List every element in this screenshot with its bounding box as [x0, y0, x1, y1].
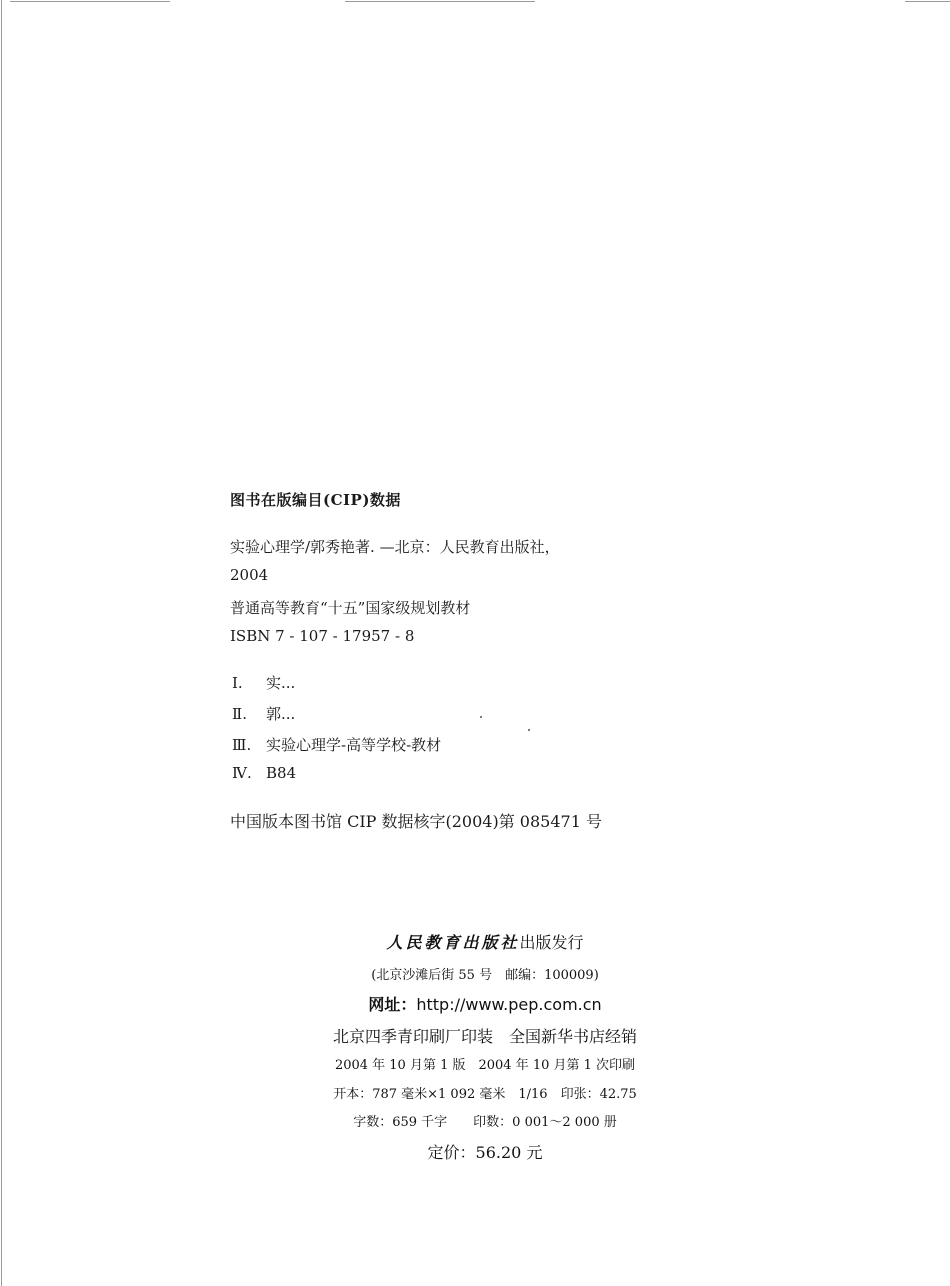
- cip-index-item: [232, 764, 296, 782]
- publisher-website-line: [300, 992, 670, 1015]
- scan-edge-left: [1, 0, 2, 1286]
- cip-line-title-author: 实验心理学/郭秀艳著. —北京：人民教育出版社，: [230, 538, 560, 556]
- scan-speck: [480, 716, 482, 718]
- cip-line-series: 普通高等教育“十五”国家级规划教材: [230, 599, 471, 617]
- wordcount-line: 字数：659 千字 印数：0 001～2 000 册: [353, 1115, 617, 1130]
- price-line: 定价：56.20 元: [427, 1143, 543, 1162]
- scan-speck: [528, 729, 530, 731]
- publisher-address: (北京沙滩后街 55 号 邮编：100009): [371, 968, 599, 983]
- publisher-name-calligraphy: 人民教育出版社: [386, 933, 520, 952]
- cip-title: 图书在版编目(CIP)数据: [230, 491, 401, 509]
- website-label: 网址：: [368, 995, 417, 1014]
- website-url: http://www.pep.com.cn: [416, 995, 602, 1014]
- cip-line-isbn: ISBN 7 - 107 - 17957 - 8: [230, 627, 415, 645]
- printer-line: 北京四季青印刷厂印装 全国新华书店经销: [332, 1027, 637, 1046]
- cip-index-number: Ⅳ.: [232, 764, 252, 782]
- scan-edge-top-3: [905, 1, 950, 2]
- cip-number: 中国版本图书馆 CIP 数据核字(2004)第 085471 号: [230, 812, 602, 831]
- scan-edge-top-2: [345, 1, 535, 2]
- scan-edge-top-1: [10, 1, 170, 2]
- cip-index-item: [232, 703, 295, 724]
- cip-index-text: 郭...: [266, 705, 296, 723]
- publisher-line: [300, 930, 670, 953]
- cip-index-text: B84: [266, 764, 297, 782]
- cip-line-year: 2004: [230, 566, 269, 584]
- cip-index-item: [232, 734, 441, 755]
- edition-line: 2004 年 10 月第 1 版 2004 年 10 月第 1 次印刷: [334, 1058, 636, 1073]
- cip-index-text: 实验心理学-高等学校-教材: [266, 736, 442, 754]
- publisher-issue: 出版发行: [519, 933, 584, 952]
- cip-index-item: [232, 672, 295, 693]
- cip-index-number: Ⅱ.: [232, 705, 247, 723]
- cip-index-number: Ⅲ.: [232, 736, 252, 754]
- format-line: 开本：787 毫米×1 092 毫米 1/16 印张：42.75: [333, 1087, 637, 1102]
- cip-index-number: Ⅰ.: [232, 674, 243, 692]
- cip-index-text: 实...: [266, 674, 296, 692]
